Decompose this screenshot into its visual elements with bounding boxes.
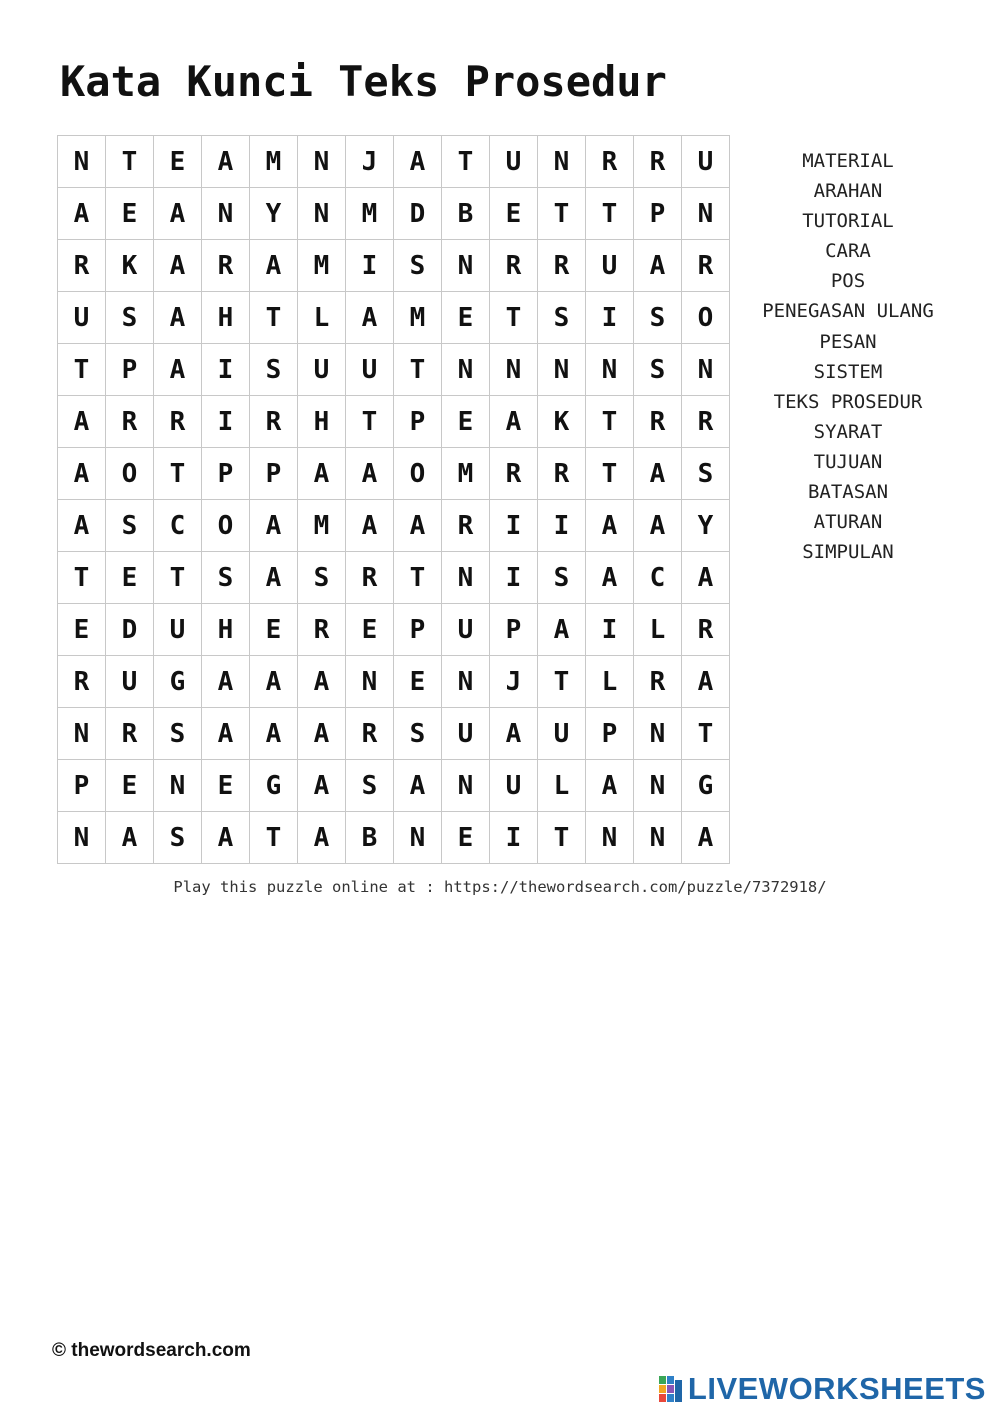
liveworksheets-logo-icon: [658, 1374, 684, 1404]
grid-cell[interactable]: E: [154, 136, 202, 188]
grid-cell[interactable]: U: [298, 344, 346, 396]
grid-cell[interactable]: J: [490, 656, 538, 708]
grid-cell[interactable]: E: [442, 292, 490, 344]
grid-cell[interactable]: U: [346, 344, 394, 396]
grid-cell[interactable]: R: [202, 240, 250, 292]
word-list: [758, 146, 938, 567]
grid-cell[interactable]: T: [394, 344, 442, 396]
grid-cell[interactable]: N: [490, 344, 538, 396]
word-list-item: TEKS PROSEDUR: [773, 390, 923, 413]
grid-cell[interactable]: S: [682, 448, 730, 500]
grid-cell[interactable]: A: [154, 344, 202, 396]
grid-cell[interactable]: T: [106, 136, 154, 188]
grid-cell[interactable]: S: [298, 552, 346, 604]
grid-cell[interactable]: T: [538, 656, 586, 708]
grid-cell[interactable]: A: [298, 448, 346, 500]
grid-cell[interactable]: S: [538, 292, 586, 344]
grid-row: [58, 344, 730, 396]
grid-cell[interactable]: S: [106, 292, 154, 344]
grid-cell[interactable]: Y: [682, 500, 730, 552]
grid-cell[interactable]: R: [586, 136, 634, 188]
grid-cell[interactable]: P: [634, 188, 682, 240]
grid-cell[interactable]: A: [58, 500, 106, 552]
grid-cell[interactable]: E: [490, 188, 538, 240]
grid-cell[interactable]: T: [490, 292, 538, 344]
grid-cell[interactable]: N: [298, 188, 346, 240]
word-list-item: ARAHAN: [813, 180, 883, 203]
grid-cell[interactable]: G: [682, 760, 730, 812]
grid-row: [58, 136, 730, 188]
grid-cell[interactable]: T: [586, 188, 634, 240]
grid-cell[interactable]: Y: [250, 188, 298, 240]
grid-cell[interactable]: H: [202, 292, 250, 344]
grid-cell[interactable]: R: [58, 240, 106, 292]
grid-cell[interactable]: R: [682, 240, 730, 292]
grid-cell[interactable]: E: [106, 760, 154, 812]
grid-cell[interactable]: N: [58, 708, 106, 760]
grid-cell[interactable]: A: [250, 708, 298, 760]
grid-cell[interactable]: A: [682, 552, 730, 604]
grid-row: [58, 656, 730, 708]
brand-name: LIVEWORKSHEETS: [687, 1371, 986, 1406]
grid-cell[interactable]: U: [442, 708, 490, 760]
grid-cell[interactable]: E: [202, 760, 250, 812]
grid-cell[interactable]: K: [538, 396, 586, 448]
grid-cell[interactable]: B: [346, 812, 394, 864]
grid-cell[interactable]: G: [250, 760, 298, 812]
grid-cell[interactable]: N: [442, 552, 490, 604]
grid-cell[interactable]: M: [298, 500, 346, 552]
grid-row: [58, 188, 730, 240]
grid-cell[interactable]: A: [346, 292, 394, 344]
grid-cell[interactable]: R: [538, 448, 586, 500]
grid-cell[interactable]: A: [250, 500, 298, 552]
grid-cell[interactable]: A: [586, 760, 634, 812]
grid-cell[interactable]: A: [154, 188, 202, 240]
word-list-item: SISTEM: [813, 360, 883, 383]
grid-cell[interactable]: A: [634, 500, 682, 552]
grid-cell[interactable]: U: [586, 240, 634, 292]
grid-cell[interactable]: O: [106, 448, 154, 500]
grid-cell[interactable]: N: [346, 656, 394, 708]
grid-cell[interactable]: A: [634, 240, 682, 292]
grid-cell[interactable]: E: [58, 604, 106, 656]
grid-cell[interactable]: T: [586, 448, 634, 500]
grid-cell[interactable]: E: [250, 604, 298, 656]
grid-cell[interactable]: U: [682, 136, 730, 188]
grid-cell[interactable]: H: [202, 604, 250, 656]
grid-cell[interactable]: A: [394, 760, 442, 812]
grid-cell[interactable]: S: [154, 708, 202, 760]
grid-cell[interactable]: A: [682, 656, 730, 708]
grid-cell[interactable]: R: [442, 500, 490, 552]
grid-cell[interactable]: M: [298, 240, 346, 292]
grid-cell[interactable]: L: [586, 656, 634, 708]
grid-cell[interactable]: I: [490, 812, 538, 864]
grid-cell[interactable]: R: [634, 136, 682, 188]
grid-cell[interactable]: A: [586, 500, 634, 552]
grid-cell[interactable]: I: [202, 344, 250, 396]
grid-cell[interactable]: T: [442, 136, 490, 188]
grid-cell[interactable]: A: [250, 552, 298, 604]
grid-cell[interactable]: A: [298, 812, 346, 864]
grid-cell[interactable]: R: [154, 396, 202, 448]
grid-row: [58, 812, 730, 864]
grid-cell[interactable]: S: [394, 240, 442, 292]
grid-cell[interactable]: A: [490, 708, 538, 760]
grid-cell[interactable]: U: [490, 760, 538, 812]
grid-row: [58, 708, 730, 760]
grid-cell[interactable]: R: [634, 656, 682, 708]
grid-cell[interactable]: R: [682, 604, 730, 656]
grid-cell[interactable]: R: [346, 708, 394, 760]
grid-cell[interactable]: R: [490, 240, 538, 292]
grid-cell[interactable]: A: [394, 136, 442, 188]
grid-cell[interactable]: A: [346, 500, 394, 552]
grid-cell[interactable]: S: [106, 500, 154, 552]
grid-cell[interactable]: A: [202, 656, 250, 708]
grid-cell[interactable]: N: [58, 136, 106, 188]
grid-cell[interactable]: N: [586, 344, 634, 396]
grid-cell[interactable]: C: [154, 500, 202, 552]
grid-cell[interactable]: D: [106, 604, 154, 656]
grid-cell[interactable]: A: [490, 396, 538, 448]
grid-cell[interactable]: M: [250, 136, 298, 188]
word-list-item: CARA: [825, 240, 871, 263]
grid-cell[interactable]: S: [394, 708, 442, 760]
grid-cell[interactable]: N: [202, 188, 250, 240]
grid-cell[interactable]: L: [538, 760, 586, 812]
grid-cell[interactable]: P: [58, 760, 106, 812]
grid-cell[interactable]: U: [538, 708, 586, 760]
grid-cell[interactable]: T: [154, 552, 202, 604]
grid-cell[interactable]: P: [586, 708, 634, 760]
grid-cell[interactable]: T: [346, 396, 394, 448]
grid-cell[interactable]: I: [490, 552, 538, 604]
grid-cell[interactable]: R: [682, 396, 730, 448]
grid-cell[interactable]: R: [490, 448, 538, 500]
grid-cell[interactable]: T: [682, 708, 730, 760]
grid-cell[interactable]: T: [154, 448, 202, 500]
word-search-grid[interactable]: [57, 135, 730, 864]
grid-cell[interactable]: N: [442, 344, 490, 396]
copyright-text: © thewordsearch.com: [52, 1340, 251, 1361]
grid-cell[interactable]: S: [250, 344, 298, 396]
grid-row: [58, 396, 730, 448]
word-list-item: BATASAN: [807, 481, 889, 504]
grid-cell[interactable]: M: [394, 292, 442, 344]
grid-cell[interactable]: A: [538, 604, 586, 656]
word-list-item: PESAN: [819, 330, 877, 353]
grid-cell[interactable]: A: [106, 812, 154, 864]
grid-cell[interactable]: U: [442, 604, 490, 656]
grid-cell[interactable]: A: [250, 240, 298, 292]
brand-footer[interactable]: [658, 1372, 986, 1406]
grid-cell[interactable]: S: [346, 760, 394, 812]
grid-cell[interactable]: R: [106, 708, 154, 760]
grid-cell[interactable]: T: [394, 552, 442, 604]
grid-cell[interactable]: O: [682, 292, 730, 344]
grid-cell[interactable]: S: [634, 292, 682, 344]
grid-cell[interactable]: R: [634, 396, 682, 448]
grid-cell[interactable]: T: [586, 396, 634, 448]
grid-cell[interactable]: N: [682, 344, 730, 396]
grid-cell[interactable]: N: [442, 760, 490, 812]
grid-cell[interactable]: K: [106, 240, 154, 292]
word-list-item: SYARAT: [813, 420, 883, 443]
grid-cell[interactable]: U: [490, 136, 538, 188]
grid-cell[interactable]: N: [634, 812, 682, 864]
grid-cell[interactable]: R: [106, 396, 154, 448]
grid-cell[interactable]: A: [346, 448, 394, 500]
grid-cell[interactable]: U: [58, 292, 106, 344]
grid-cell[interactable]: T: [250, 812, 298, 864]
grid-cell[interactable]: R: [346, 552, 394, 604]
grid-cell[interactable]: N: [538, 344, 586, 396]
grid-cell[interactable]: E: [394, 656, 442, 708]
grid-cell[interactable]: P: [202, 448, 250, 500]
grid-cell[interactable]: S: [202, 552, 250, 604]
grid-cell[interactable]: I: [586, 604, 634, 656]
grid-cell[interactable]: A: [202, 812, 250, 864]
grid-cell[interactable]: A: [58, 396, 106, 448]
grid-cell[interactable]: I: [586, 292, 634, 344]
grid-cell[interactable]: P: [394, 396, 442, 448]
grid-cell[interactable]: S: [634, 344, 682, 396]
grid-cell[interactable]: O: [202, 500, 250, 552]
grid-cell[interactable]: E: [106, 188, 154, 240]
grid-cell[interactable]: I: [538, 500, 586, 552]
page-title: Kata Kunci Teks Prosedur: [60, 57, 667, 106]
grid-cell[interactable]: N: [538, 136, 586, 188]
grid-cell[interactable]: A: [394, 500, 442, 552]
grid-cell[interactable]: A: [58, 188, 106, 240]
grid-row: [58, 604, 730, 656]
grid-row: [58, 292, 730, 344]
grid-cell[interactable]: P: [394, 604, 442, 656]
grid-cell[interactable]: N: [634, 760, 682, 812]
grid-cell[interactable]: N: [442, 656, 490, 708]
grid-cell[interactable]: T: [58, 552, 106, 604]
grid-cell[interactable]: E: [442, 812, 490, 864]
grid-cell[interactable]: R: [58, 656, 106, 708]
grid-cell[interactable]: D: [394, 188, 442, 240]
grid-row: [58, 760, 730, 812]
grid-cell[interactable]: I: [202, 396, 250, 448]
word-list-item: TUJUAN: [813, 450, 883, 473]
grid-cell[interactable]: T: [58, 344, 106, 396]
grid-cell[interactable]: A: [682, 812, 730, 864]
grid-cell[interactable]: N: [58, 812, 106, 864]
grid-row: [58, 552, 730, 604]
grid-cell[interactable]: U: [154, 604, 202, 656]
grid-cell[interactable]: A: [298, 656, 346, 708]
grid-cell[interactable]: N: [586, 812, 634, 864]
grid-cell[interactable]: I: [490, 500, 538, 552]
grid-cell[interactable]: A: [298, 760, 346, 812]
grid-cell[interactable]: N: [442, 240, 490, 292]
grid-cell[interactable]: E: [346, 604, 394, 656]
grid-cell[interactable]: M: [346, 188, 394, 240]
grid-cell[interactable]: U: [106, 656, 154, 708]
grid-row: [58, 448, 730, 500]
grid-cell[interactable]: L: [634, 604, 682, 656]
grid-cell[interactable]: J: [346, 136, 394, 188]
grid-cell[interactable]: P: [250, 448, 298, 500]
grid-cell[interactable]: N: [394, 812, 442, 864]
grid-cell[interactable]: I: [346, 240, 394, 292]
grid-cell[interactable]: A: [298, 708, 346, 760]
grid-cell[interactable]: T: [538, 188, 586, 240]
grid-cell[interactable]: R: [298, 604, 346, 656]
grid-cell[interactable]: T: [250, 292, 298, 344]
grid-cell[interactable]: N: [634, 708, 682, 760]
grid-cell[interactable]: N: [154, 760, 202, 812]
word-list-item: PENEGASAN ULANG: [762, 300, 934, 323]
grid-cell[interactable]: B: [442, 188, 490, 240]
grid-cell[interactable]: A: [202, 708, 250, 760]
grid-cell[interactable]: M: [442, 448, 490, 500]
word-list-item: SIMPULAN: [802, 541, 894, 564]
grid-cell[interactable]: A: [154, 292, 202, 344]
grid-cell[interactable]: E: [442, 396, 490, 448]
grid-cell[interactable]: A: [58, 448, 106, 500]
grid-cell[interactable]: R: [250, 396, 298, 448]
grid-cell[interactable]: L: [298, 292, 346, 344]
grid-cell[interactable]: A: [250, 656, 298, 708]
grid-cell[interactable]: R: [538, 240, 586, 292]
word-list-item: POS: [830, 270, 866, 293]
grid-cell[interactable]: E: [106, 552, 154, 604]
grid-cell[interactable]: G: [154, 656, 202, 708]
grid-cell[interactable]: S: [154, 812, 202, 864]
grid-cell[interactable]: S: [538, 552, 586, 604]
grid-cell[interactable]: C: [634, 552, 682, 604]
online-note: Play this puzzle online at : https://thewordsearch.com/puzzle/7372918/: [173, 878, 827, 896]
grid-cell[interactable]: N: [682, 188, 730, 240]
grid-cell[interactable]: A: [154, 240, 202, 292]
grid-cell[interactable]: N: [298, 136, 346, 188]
grid-cell[interactable]: H: [298, 396, 346, 448]
grid-cell[interactable]: P: [490, 604, 538, 656]
grid-cell[interactable]: A: [202, 136, 250, 188]
grid-cell[interactable]: O: [394, 448, 442, 500]
grid-cell[interactable]: P: [106, 344, 154, 396]
word-list-item: MATERIAL: [802, 150, 894, 172]
grid-row: [58, 500, 730, 552]
grid-row: [58, 240, 730, 292]
grid-cell[interactable]: A: [634, 448, 682, 500]
word-list-item: TUTORIAL: [802, 210, 894, 233]
grid-cell[interactable]: T: [538, 812, 586, 864]
word-list-item: ATURAN: [813, 511, 883, 534]
grid-cell[interactable]: A: [586, 552, 634, 604]
